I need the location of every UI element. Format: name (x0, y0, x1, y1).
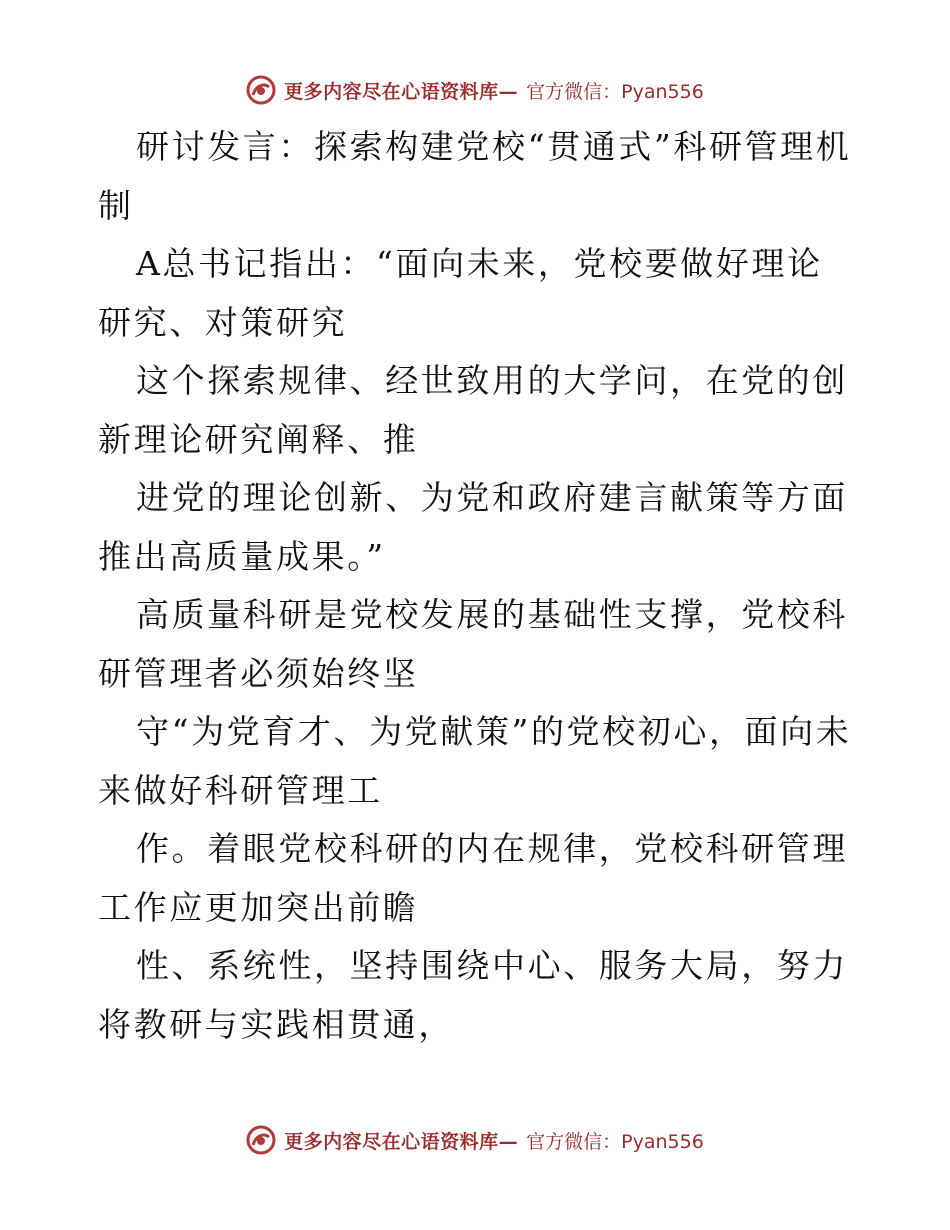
footer-banner (0, 1120, 950, 1160)
document-body (98, 118, 858, 1054)
header-wechat-text: 官方微信：Pyan556 (526, 80, 704, 103)
paragraph: 这个探索规律、经世致用的大学问，在党的创新理论研究阐释、推 (98, 361, 848, 459)
paragraph: A总书记指出：“面向未来，党校要做好理论研究、对策研究 (98, 244, 823, 342)
paragraph: 作。着眼党校科研的内在规律，党校科研管理工作应更加突出前瞻 (98, 829, 848, 927)
header-banner (0, 70, 950, 110)
paragraph: 性、系统性，坚持围绕中心、服务大局，努力将教研与实践相贯通， (98, 946, 848, 1044)
footer-wechat-text: 官方微信：Pyan556 (526, 1130, 704, 1153)
paragraph: 守“为党育才、为党献策”的党校初心，面向未来做好科研管理工 (98, 712, 852, 810)
red-swirl-logo-icon (246, 1125, 276, 1155)
paragraph-title: 研讨发言：探索构建党校“贯通式”科研管理机制 (98, 127, 852, 225)
header-site-text: 更多内容尽在心语资料库— (284, 80, 519, 103)
paragraph: 高质量科研是党校发展的基础性支撑，党校科研管理者必须始终坚 (98, 595, 848, 693)
footer-site-text: 更多内容尽在心语资料库— (284, 1130, 519, 1153)
paragraph: 进党的理论创新、为党和政府建言献策等方面推出高质量成果。” (98, 478, 848, 576)
red-swirl-logo-icon (246, 75, 276, 105)
